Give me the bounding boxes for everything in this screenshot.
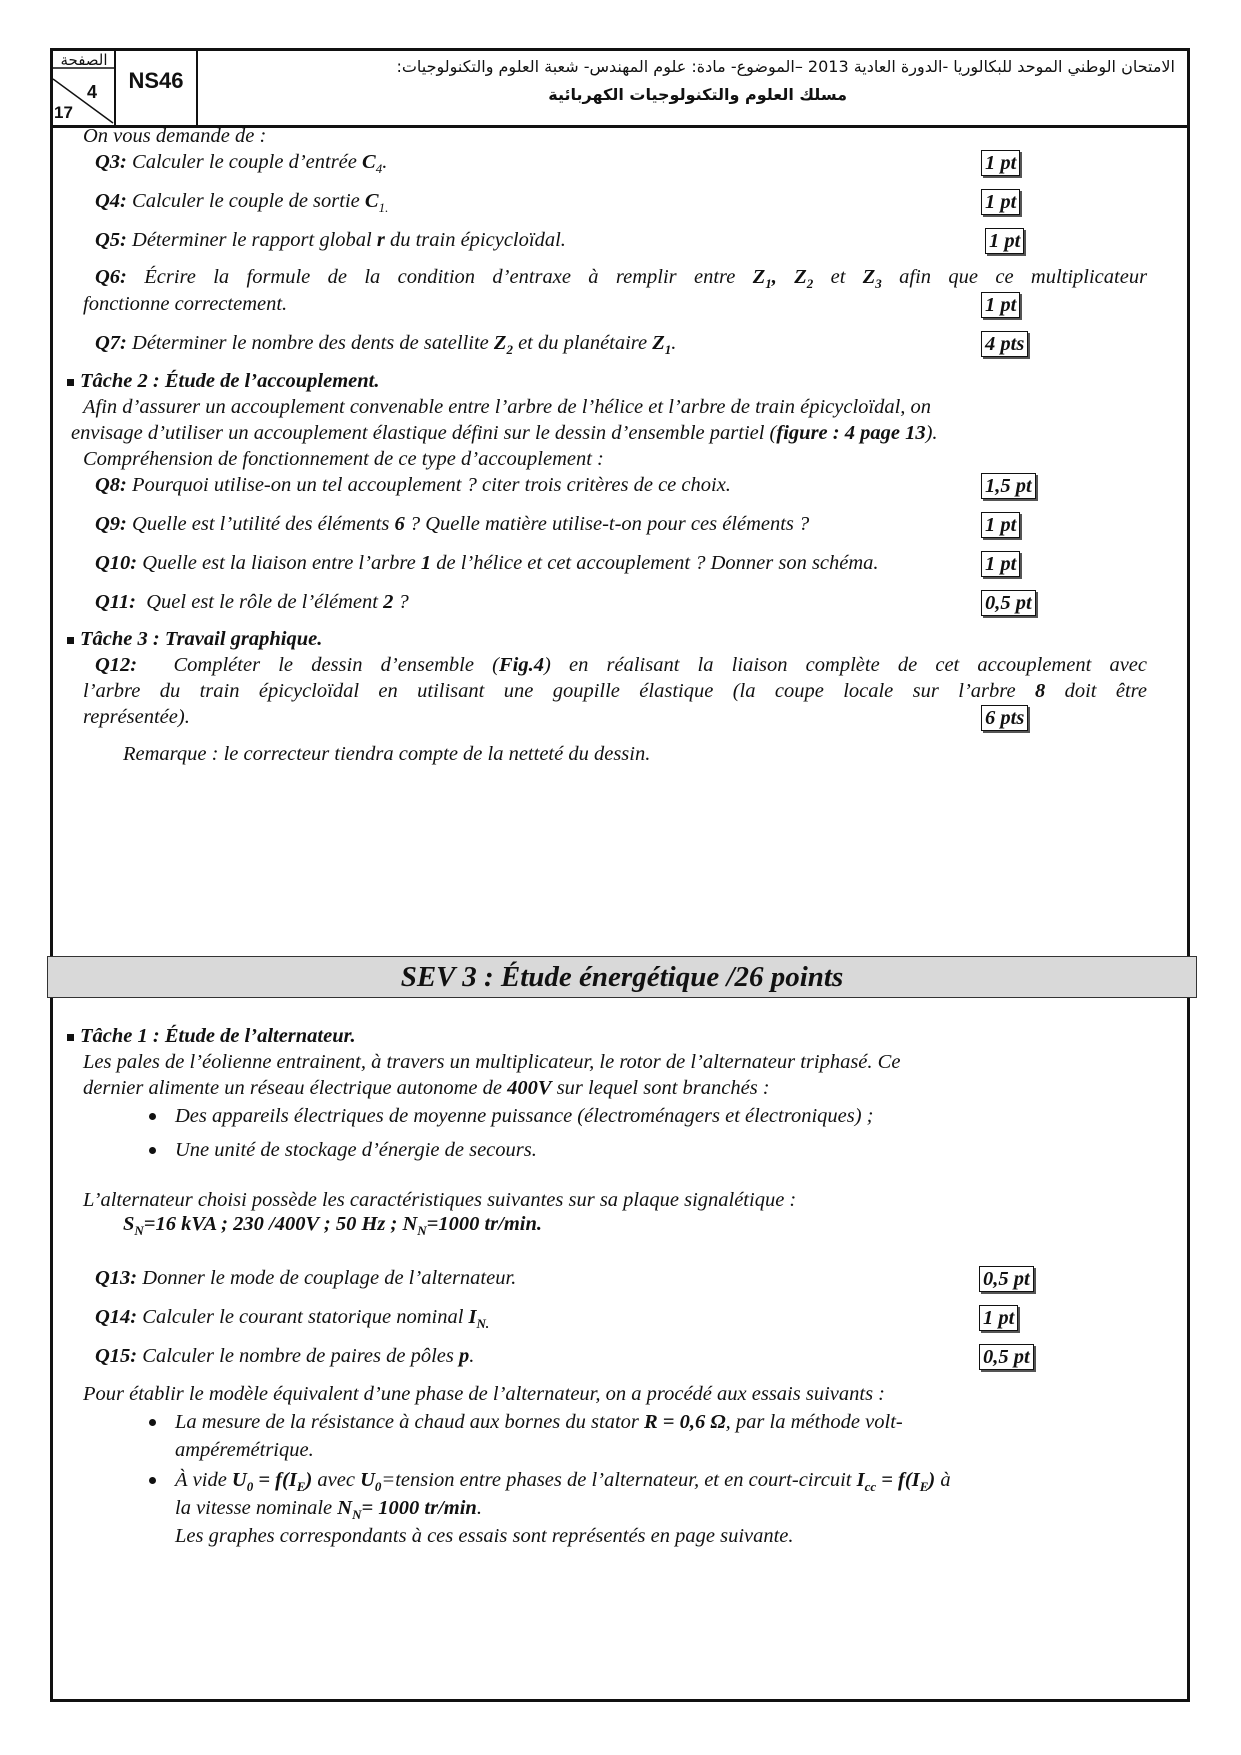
q12-line3: représentée). xyxy=(83,706,190,728)
task2-para2: envisage d’utiliser un accouplement élastique défini sur le dessin d’ensemble partiel (figure : 4 page 13). xyxy=(71,422,938,444)
question-q7: Q7: Déterminer le nombre des dents de satellite $Z_2$ et du planétaire $Z_1$. xyxy=(95,332,677,358)
q12-points: 6 pts xyxy=(981,705,1028,731)
q7-points: 4 pts xyxy=(981,331,1028,357)
question-q10: Q10: Quelle est la liaison entre l’arbre 1 de l’hélice et cet accouplement ? Donner son schéma. xyxy=(95,552,879,574)
sev3-task1-title: Tâche 1 : Étude de l’alternateur. xyxy=(67,1023,356,1049)
intro-text: On vous demande de : xyxy=(83,125,267,147)
q5-text: Déterminer le rapport global xyxy=(132,229,372,251)
bullet-icon xyxy=(149,1477,156,1484)
q8-points: 1,5 pt xyxy=(981,473,1036,499)
q6-points: 1 pt xyxy=(981,292,1020,318)
q6-number: Q6: xyxy=(95,266,127,288)
q6-end: afin que ce multiplicateur xyxy=(899,266,1148,288)
q5-points: 1 pt xyxy=(985,228,1024,254)
test1-line1: La mesure de la résistance à chaud aux bornes du stator R = 0,6 Ω, par la méthode volt- xyxy=(175,1411,903,1433)
bullet-icon xyxy=(149,1419,156,1426)
question-q5 xyxy=(95,227,566,253)
q4-text: Calculer le couple de sortie xyxy=(132,190,360,212)
page-content xyxy=(53,51,1187,1699)
header-title-line1: الامتحان الوطني الموحد للبكالوريا -الدورة العادية 2013 –الموضوع- مادة: علوم المهندس- شعبة العلوم والتكنولوجيات: xyxy=(396,57,1175,76)
q3-tail: . xyxy=(382,151,388,173)
test2-line2: la vitesse nominale $N_N= 1000$ tr/min. xyxy=(175,1497,482,1523)
question-q15: Q15: Calculer le nombre de paires de pôles p. xyxy=(95,1345,475,1367)
exam-code: NS46 xyxy=(116,51,198,125)
q3-number: Q3: xyxy=(95,151,127,173)
question-q6-line1: Q6: Écrire la formule de la condition d’entraxe à remplir entre $Z_1$, $Z_2$ et $Z_3$ afin que ce multiplicateur xyxy=(95,266,1148,292)
square-bullet-icon xyxy=(67,637,74,644)
q14-points: 1 pt xyxy=(979,1305,1018,1331)
q6-text: Écrire la formule de la condition d’entraxe à remplir entre xyxy=(144,266,736,288)
square-bullet-icon xyxy=(67,1034,74,1041)
q15-points: 0,5 pt xyxy=(979,1344,1034,1370)
q12-line2: l’arbre du train épicycloïdal en utilisant une goupille élastique (la coupe locale sur l’arbre 8 doit être xyxy=(83,680,1147,702)
q4-symbol: C xyxy=(364,190,379,212)
bullet-item: Une unité de stockage d’énergie de secours. xyxy=(175,1139,537,1161)
question-q8: Q8: Pourquoi utilise-on un tel accouplement ? citer trois critères de ce choix. xyxy=(95,474,731,496)
page-label: الصفحة xyxy=(60,51,108,69)
page-total: 17 xyxy=(54,103,73,122)
page-number: 4 xyxy=(87,82,98,102)
question-q9: Q9: Quelle est l’utilité des éléments 6 ? Quelle matière utilise-t-on pour ces éléments ? xyxy=(95,513,810,535)
q6-z1: $Z_1$, xyxy=(752,266,777,292)
q7-mid: et du planétaire xyxy=(518,332,648,354)
q4-number: Q4: xyxy=(95,190,127,212)
q13-points: 0,5 pt xyxy=(979,1266,1034,1292)
q7-number: Q7: xyxy=(95,332,127,354)
question-q11: Q11: Quel est le rôle de l’élément 2 ? xyxy=(95,591,409,613)
section-title: SEV 3 : Étude énergétique /26 points xyxy=(47,956,1197,998)
plate-values: $S_N=16$ kVA ; 230 /400V ; 50 Hz ; $N_N=1000$ tr/min. xyxy=(123,1213,542,1239)
bullet-icon xyxy=(149,1113,156,1120)
q6-z3: $Z_3$ xyxy=(862,266,882,292)
plate-intro: L’alternateur choisi possède les caractéristiques suivantes sur sa plaque signalétique : xyxy=(83,1189,797,1211)
task3-title: Tâche 3 : Travail graphique. xyxy=(67,626,322,652)
task2-title: Tâche 2 : Étude de l’accouplement. xyxy=(67,368,379,394)
q5-number: Q5: xyxy=(95,229,127,251)
test2-line1: À vide $U_0 = f(I_E)$ avec $U_0=tension$ entre phases de l’alternateur, et en court-circuit $I_{cc} = f(I_E)$ à xyxy=(175,1469,951,1495)
q11-points: 0,5 pt xyxy=(981,590,1036,616)
q3-text: Calculer le couple d’entrée xyxy=(132,151,357,173)
question-q4 xyxy=(95,188,388,221)
task2-para3: Compréhension de fonctionnement de ce type d’accouplement : xyxy=(83,448,604,470)
header-title-line2: مسلك العلوم والتكنولوجيات الكهربائية xyxy=(548,85,847,104)
test1-line2: ampéremétrique. xyxy=(175,1439,314,1461)
q6-line2: fonctionne correctement. xyxy=(83,293,288,315)
q3-points: 1 pt xyxy=(981,150,1020,176)
q12-line1: Q12: Compléter le dessin d’ensemble (Fig.4) en réalisant la liaison complète de cet accouplement avec xyxy=(95,654,1147,676)
sev3-para1: Les pales de l’éolienne entrainent, à travers un multiplicateur, le rotor de l’alternateur triphasé. Ce xyxy=(83,1051,901,1073)
square-bullet-icon xyxy=(67,379,74,386)
task2-para1: Afin d’assurer un accouplement convenable entre l’arbre de l’hélice et l’arbre de train épicycloïdal, on xyxy=(83,396,932,418)
q5-tail: du train épicycloïdal. xyxy=(389,229,566,251)
remark: Remarque : le correcteur tiendra compte de la netteté du dessin. xyxy=(123,743,651,765)
tests-intro: Pour établir le modèle équivalent d’une phase de l’alternateur, on a procédé aux essais suivants : xyxy=(83,1383,885,1405)
q4-subscript: 1. xyxy=(378,200,389,216)
bullet-icon xyxy=(149,1147,156,1154)
question-q3 xyxy=(95,149,387,182)
bullet-item: Des appareils électriques de moyenne puissance (électroménagers et électroniques) ; xyxy=(175,1105,874,1127)
q9-points: 1 pt xyxy=(981,512,1020,538)
question-q14: Q14: Calculer le courant statorique nominal $I_{N.}$ xyxy=(95,1306,490,1332)
q3-symbol: C xyxy=(362,151,376,173)
figure-reference: figure : 4 page 13 xyxy=(776,422,926,444)
test2-line3: Les graphes correspondants à ces essais sont représentés en page suivante. xyxy=(175,1525,794,1547)
q5-symbol: r xyxy=(376,229,385,251)
question-q13: Q13: Donner le mode de couplage de l’alternateur. xyxy=(95,1267,517,1289)
q3-subscript: 4 xyxy=(375,161,383,177)
sev3-para2: dernier alimente un réseau électrique autonome de 400V sur lequel sont branchés : xyxy=(83,1077,770,1099)
page-frame xyxy=(50,48,1190,1702)
q4-points: 1 pt xyxy=(981,189,1020,215)
q7-text: Déterminer le nombre des dents de satellite xyxy=(132,332,489,354)
q10-points: 1 pt xyxy=(981,551,1020,577)
q6-z2: $Z_2$ xyxy=(794,266,814,292)
